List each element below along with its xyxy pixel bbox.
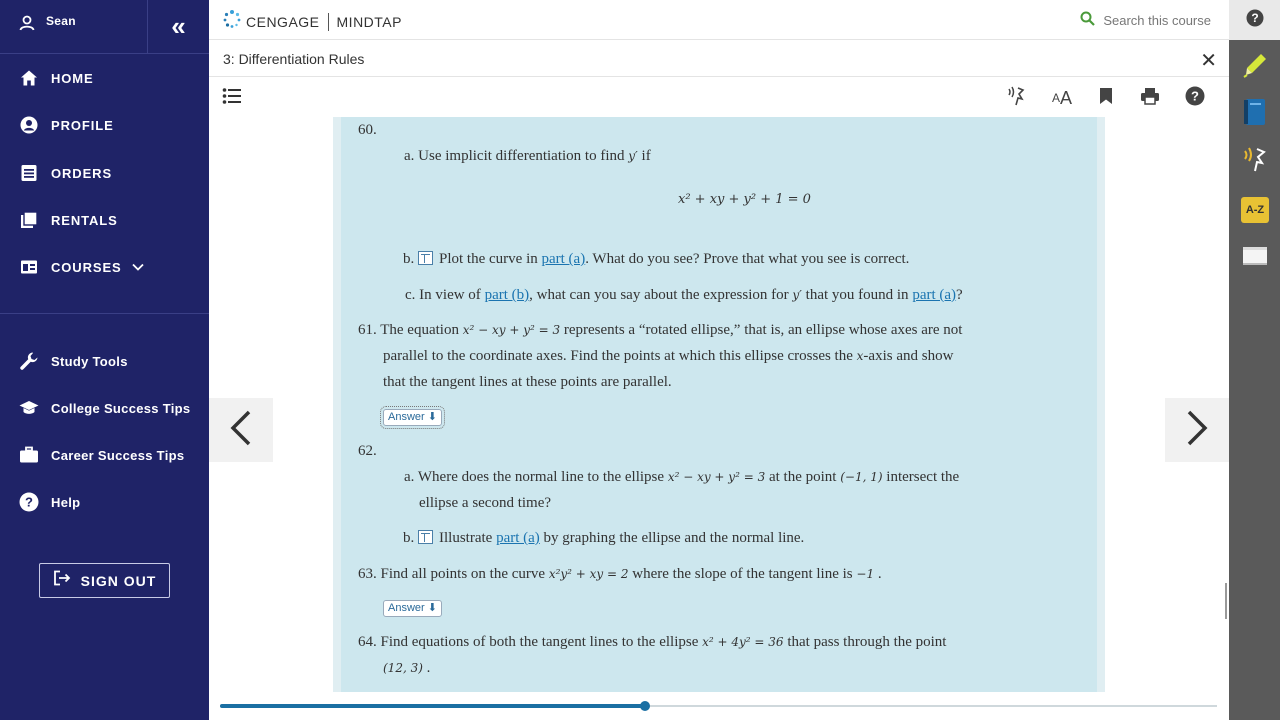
text: . [426,660,431,676]
text: The equation [380,322,459,338]
font-size-button[interactable] [1049,87,1075,109]
dock-app-notebook[interactable] [1240,99,1270,129]
text: -axis and show [863,348,954,364]
table-of-contents-button[interactable] [222,87,242,110]
text: if [641,148,651,164]
notes-icon [1241,243,1269,274]
math-var: y′ [628,149,638,163]
text: represents a “rotated ellipse,” that is, an ellipse whose axes are not [563,322,963,338]
nav-label: RENTALS [51,212,118,228]
next-page-button[interactable] [1165,398,1229,462]
math-expression: x² − xy + y² = 3 [462,323,561,337]
nav-label: HOME [51,70,94,86]
user-menu[interactable] [0,0,147,54]
nav-label: Help [51,494,81,510]
text: Plot the curve in [439,251,538,267]
text: Illustrate [439,530,493,546]
list-icon [222,92,242,109]
math-var: x [856,349,864,363]
sign-out-icon [53,570,71,591]
math-value: −1 [856,567,875,581]
exercise-60b [403,250,909,268]
nav-item-home[interactable] [0,58,209,98]
text: a. Use implicit differentiation to find [404,148,625,164]
double-chevron-left-icon: « [171,11,186,41]
nav-label: PROFILE [51,117,114,133]
reader-toolbar [209,77,1229,117]
nav-item-rentals[interactable] [0,200,209,240]
nav-item-help[interactable] [0,482,209,522]
nav-label: College Success Tips [51,400,191,416]
bookmark-button[interactable] [1095,87,1117,109]
exercise-number: 64. [358,634,377,650]
nav-divider [0,313,209,314]
text: ? [956,287,963,303]
briefcase-icon [18,444,40,466]
cengage-logo-icon [222,9,242,34]
reader-help-button[interactable] [1184,87,1206,109]
text: , what can you say about the expression for [529,287,789,303]
orders-icon [18,162,40,184]
print-button[interactable] [1139,87,1161,109]
nav-label: Study Tools [51,353,128,369]
text: at the point [768,469,837,485]
text: that you found in [805,287,909,303]
notebook-icon [1241,97,1269,132]
svg-text:?: ? [1250,10,1259,25]
text: Find all points on the curve [380,566,546,582]
exercise-panel [333,117,1105,692]
graphing-calculator-icon [418,530,433,544]
nav-item-profile[interactable] [0,105,209,145]
chapter-bar [209,40,1229,77]
brand-mindtap: MINDTAP [336,13,402,30]
part-a-link[interactable]: part (a) [541,251,586,267]
part-b-link[interactable]: part (b) [484,287,530,303]
font-size-icon-large: A [1060,87,1073,108]
course-search[interactable] [1080,11,1211,29]
text: . What do you see? Prove that what you see is correct. [585,251,910,267]
collapse-nav-button[interactable] [147,0,209,54]
profile-icon [18,114,40,136]
app-dock [1229,0,1280,720]
nav-label: ORDERS [51,165,113,181]
help-icon [1246,9,1264,32]
reader-content [209,117,1229,692]
brand-cengage: CENGAGE [246,13,320,30]
chevron-down-icon [132,258,144,276]
scrollbar-thumb[interactable] [1225,583,1227,619]
exercise-60a [404,147,651,165]
text: b. [403,530,415,546]
exercise-62a-line2: ellipse a second time? [419,495,552,511]
exercise-64-line1 [358,633,946,651]
exercise-61-line3: that the tangent lines at these points are parallel. [383,374,672,390]
dock-app-highlighter[interactable] [1240,52,1270,82]
exercise-61-line1 [358,321,962,339]
sign-out-label: SIGN OUT [80,572,157,589]
nav-item-career-success-tips[interactable] [0,435,209,475]
exercise-60c [405,286,963,304]
search-icon [1080,11,1095,29]
wrench-icon [18,350,40,372]
text: Find equations of both the tangent lines to the ellipse [380,634,699,650]
exercise-number: 63. [358,566,377,582]
sign-out-button[interactable] [39,563,170,598]
courses-icon [18,256,40,278]
help-icon [1185,86,1205,111]
math-point: (12, 3) [383,661,423,675]
part-a-link[interactable]: part (a) [496,530,540,546]
svg-text:?: ? [1191,88,1199,103]
text: parallel to the coordinate axes. Find the points at which this ellipse crosses the [383,348,853,364]
highlighter-icon [1241,51,1269,84]
text: a. Where does the normal line to the ellipse [404,469,665,485]
exercise-number: 60. [358,122,377,138]
svg-text:?: ? [25,494,33,510]
math-var: y′ [792,288,802,302]
text: by graphing the ellipse and the normal line. [543,530,805,546]
glossary-az-icon: A-Z [1241,197,1269,223]
text: . [877,566,882,582]
text: c. In view of [405,287,481,303]
top-bar [209,0,1229,40]
nav-item-college-success-tips[interactable] [0,388,209,428]
help-icon [18,491,40,513]
equation-60a: x² + xy + y² + 1 = 0 [678,192,811,207]
nav-item-courses[interactable] [0,247,209,287]
answer-button-63[interactable]: Answer ⬇ [383,600,442,617]
logo-divider [328,13,329,31]
nav-item-study-tools[interactable] [0,341,209,381]
print-icon [1140,87,1160,110]
left-nav [0,0,209,720]
reading-progress [209,692,1229,720]
dock-help-button[interactable] [1229,0,1280,40]
read-aloud-button[interactable] [1006,87,1028,109]
progress-handle[interactable] [640,701,650,711]
exercise-64-line2 [383,659,430,677]
dock-app-glossary[interactable] [1240,195,1270,225]
previous-page-button[interactable] [209,398,273,462]
math-expression: x² − xy + y² = 3 [667,470,766,484]
nav-item-orders[interactable] [0,153,209,193]
exercise-number: 61. [358,322,377,338]
nav-label: Career Success Tips [51,447,185,463]
nav-label: COURSES [51,259,122,275]
exercise-63 [358,565,882,583]
bookmark-icon [1099,87,1113,110]
answer-button-61[interactable]: Answer ⬇ [383,409,442,426]
text: that pass through the point [787,634,947,650]
chevron-right-icon [1186,410,1208,451]
progress-track[interactable] [220,705,1217,707]
readspeaker-icon [1006,86,1028,111]
chevron-left-icon [230,410,252,451]
dock-app-notes[interactable] [1240,243,1270,273]
close-icon[interactable]: ✕ [1200,50,1217,72]
graphing-calculator-icon [418,251,433,265]
font-size-icon: A [1051,91,1060,105]
rentals-icon [18,209,40,231]
user-icon [18,14,36,32]
math-expression: x² + 4y² = 36 [702,635,784,649]
readspeaker-icon [1241,145,1269,178]
math-expression: x²y² + xy = 2 [548,567,629,581]
progress-fill [220,704,645,708]
user-name: Sean [46,14,76,28]
chapter-title: 3: Differentiation Rules [223,51,365,67]
part-a-link[interactable]: part (a) [912,287,957,303]
exercise-62a-line1 [404,468,959,486]
home-icon [18,67,40,89]
text: b. [403,251,415,267]
cengage-mindtap-logo[interactable] [222,9,402,34]
text: intersect the [886,469,960,485]
graduation-cap-icon [18,397,40,419]
exercise-62b [403,529,804,547]
dock-app-readspeaker[interactable] [1240,146,1270,176]
exercise-61-line2 [383,347,953,365]
text: where the slope of the tangent line is [632,566,853,582]
search-placeholder: Search this course [1103,12,1211,28]
exercise-number: 62. [358,443,377,459]
math-point: (−1, 1) [840,470,883,484]
